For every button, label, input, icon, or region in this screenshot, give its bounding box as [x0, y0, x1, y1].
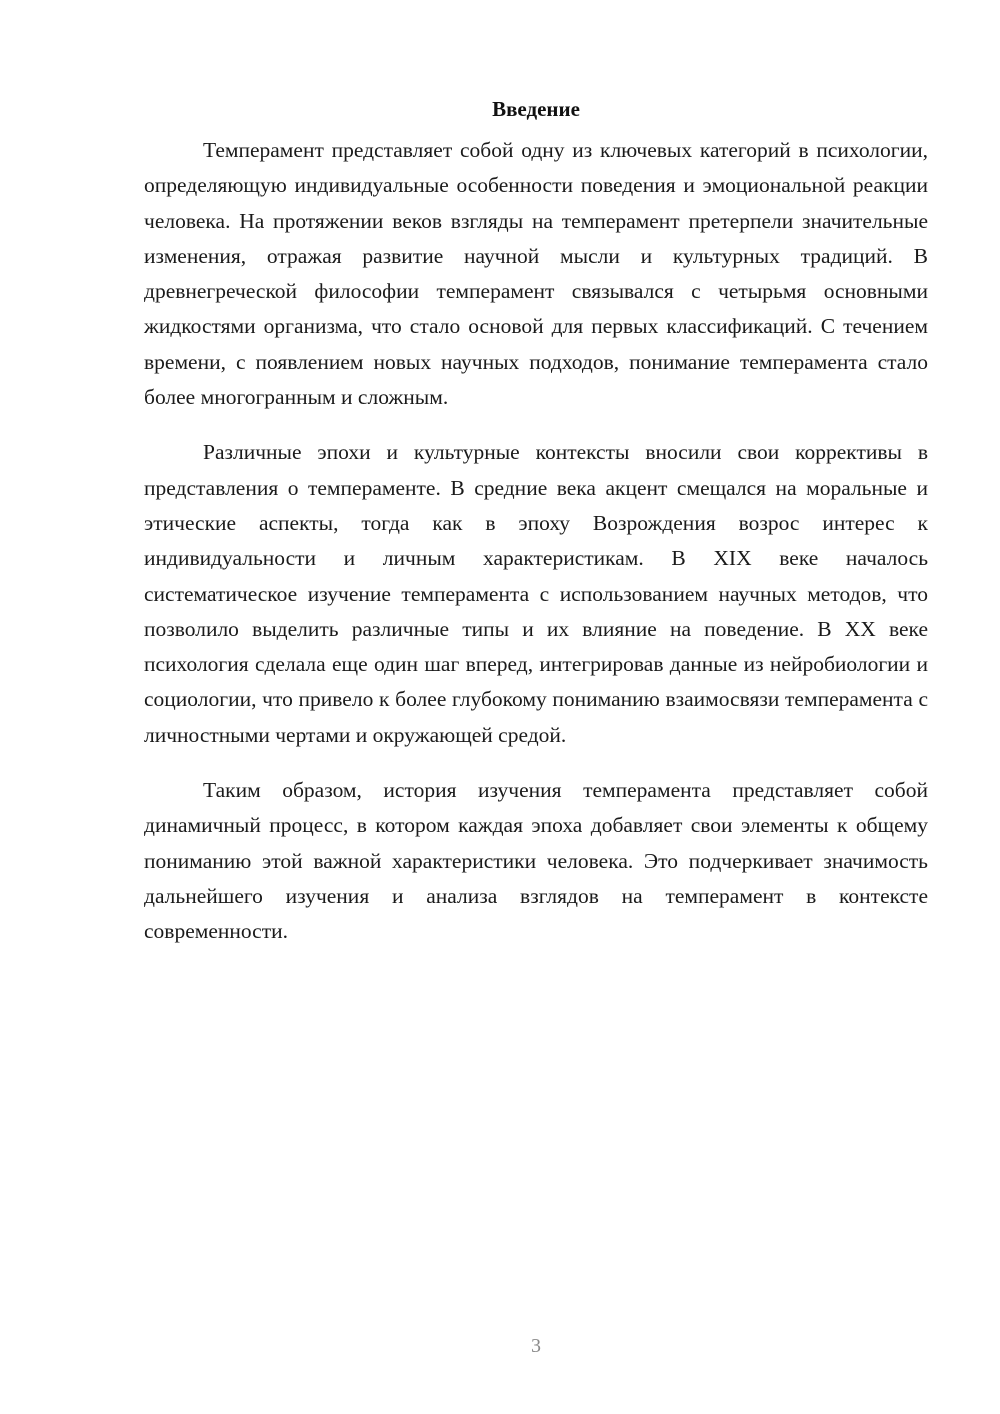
paragraph-1: Темперамент представляет собой одну из ключевых категорий в психологии, определяющую индивидуальные особенности поведения и эмоциональной реакции человека. На протяжении веков взгляды на темперамент претерпели значительные изменения, отражая развитие научной мысли и культурных традиций. В древнегреческой философии темперамент связывался с четырьмя основными жидкостями организма, что стало основой для первых классификаций. С течением времени, с появлением новых научных подходов, понимание темперамента стало более многогранным и сложным.: [144, 138, 928, 410]
paragraph-3: Таким образом, история изучения темперамента представляет собой динамичный процесс, в котором каждая эпоха добавляет свои элементы к общему пониманию этой важной характеристики человека. Это подчеркивает значимость дальнейшего изучения и анализа взглядов на темперамент в контексте современности.: [144, 778, 928, 944]
page-number: 3: [531, 1335, 541, 1357]
paragraph-2: Различные эпохи и культурные контексты вносили свои коррективы в представления о темпераменте. В средние века акцент смещался на моральные и этические аспекты, тогда как в эпоху Возрождения возрос интерес к индивидуальности и личным характеристикам. В XIX веке началось систематическое изучение темперамента с использованием научных методов, что позволило выделить различные типы и их влияние на поведение. В XX веке психология сделала еще один шаг вперед, интегрировав данные из нейробиологии и социологии, что привело к более глубокому пониманию взаимосвязи темперамента с личностными чертами и окружающей средой.: [144, 440, 928, 747]
section-title: Введение: [492, 97, 580, 121]
page-content: [144, 92, 928, 950]
